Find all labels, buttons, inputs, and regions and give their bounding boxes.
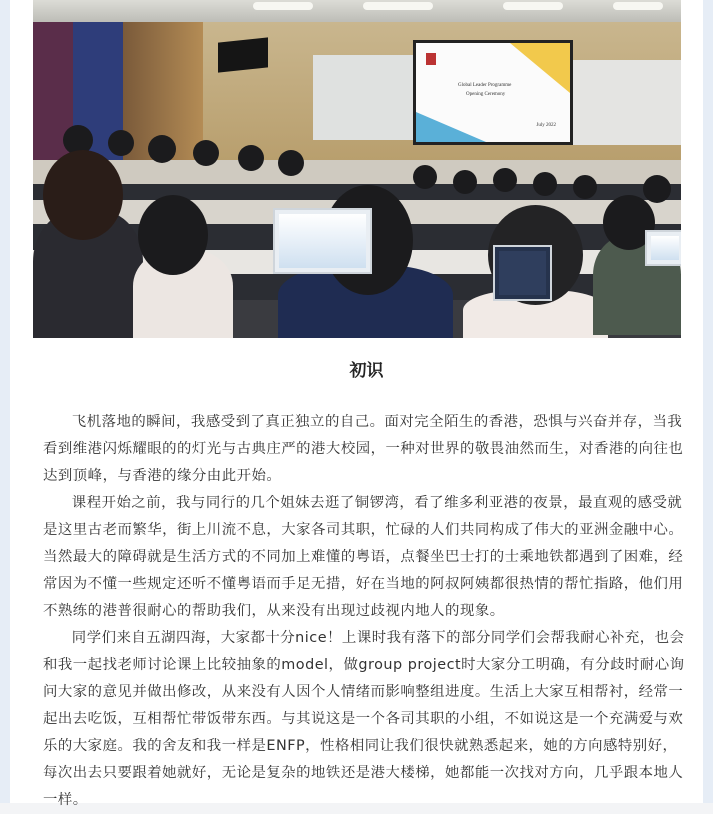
article-body bbox=[43, 409, 691, 814]
whiteboard bbox=[313, 55, 423, 140]
whiteboard bbox=[573, 60, 681, 145]
ceiling bbox=[33, 0, 681, 22]
paragraph: 课程开始之前，我与同行的几个姐妹去逛了铜锣湾，看了维多利亚港的夜景，最直观的感受就是这里古老而繁华，街上川流不息，大家各司其职，忙碌的人们共同构成了伟大的亚洲金融中心。当然最大的障碍就是生活方式的不同加上难懂的粤语，点餐坐巴士打的士乘地铁都遇到了困难，经常因为不懂一些规定还听不懂粤语而手足无措，好在当地的阿叔阿姨都很热情的帮忙指路，他们用不熟练的港普很耐心的帮助我们，从来没有出现过歧视内地人的现象。 bbox=[43, 495, 684, 619]
slide-subtitle: Opening Ceremony bbox=[466, 92, 506, 97]
projector-screen bbox=[413, 40, 573, 145]
slide-title: Global Leader Programme bbox=[458, 83, 512, 88]
paragraph: 飞机落地的瞬间，我感受到了真正独立的自己。面对完全陌生的香港，恐惧与兴奋并存，当我看到维港闪烁耀眼的的灯光与古典庄严的港大校园，一种对世界的敬畏油然而生，对香港的向往也达到顶峰，与香港的缘分由此开始。 bbox=[43, 414, 684, 484]
paragraph: 同学们来自五湖四海，大家都十分nice！上课时我有落下的部分同学们会帮我耐心补充，也会和我一起找老师讨论课上比较抽象的model，做group project时大家分工明确，有分歧时耐心询问大家的意见并做出修改，从来没有人因个人情绪而影响整组进度。生活上大家互相帮衬，经常一起出去吃饭，互相帮忙带饭带东西。与其说这是一个各司其职的小组，不如说这是一个充满爱与欢乐的大家庭。我的舍友和我一样是ENFP，性格相同让我们很快就熟悉起来，她的方向感特别好，每次出去只要跟着她就好，无论是复杂的地铁还是港大楼梯，她都能一次找对方向，几乎跟本地人一样。 bbox=[43, 630, 685, 808]
wall-tv bbox=[218, 37, 268, 72]
slide-date: July 2022 bbox=[536, 123, 556, 128]
university-logo-icon bbox=[426, 53, 436, 65]
lecture-hall-photo bbox=[33, 0, 681, 338]
section-heading: 初识 bbox=[349, 361, 384, 381]
